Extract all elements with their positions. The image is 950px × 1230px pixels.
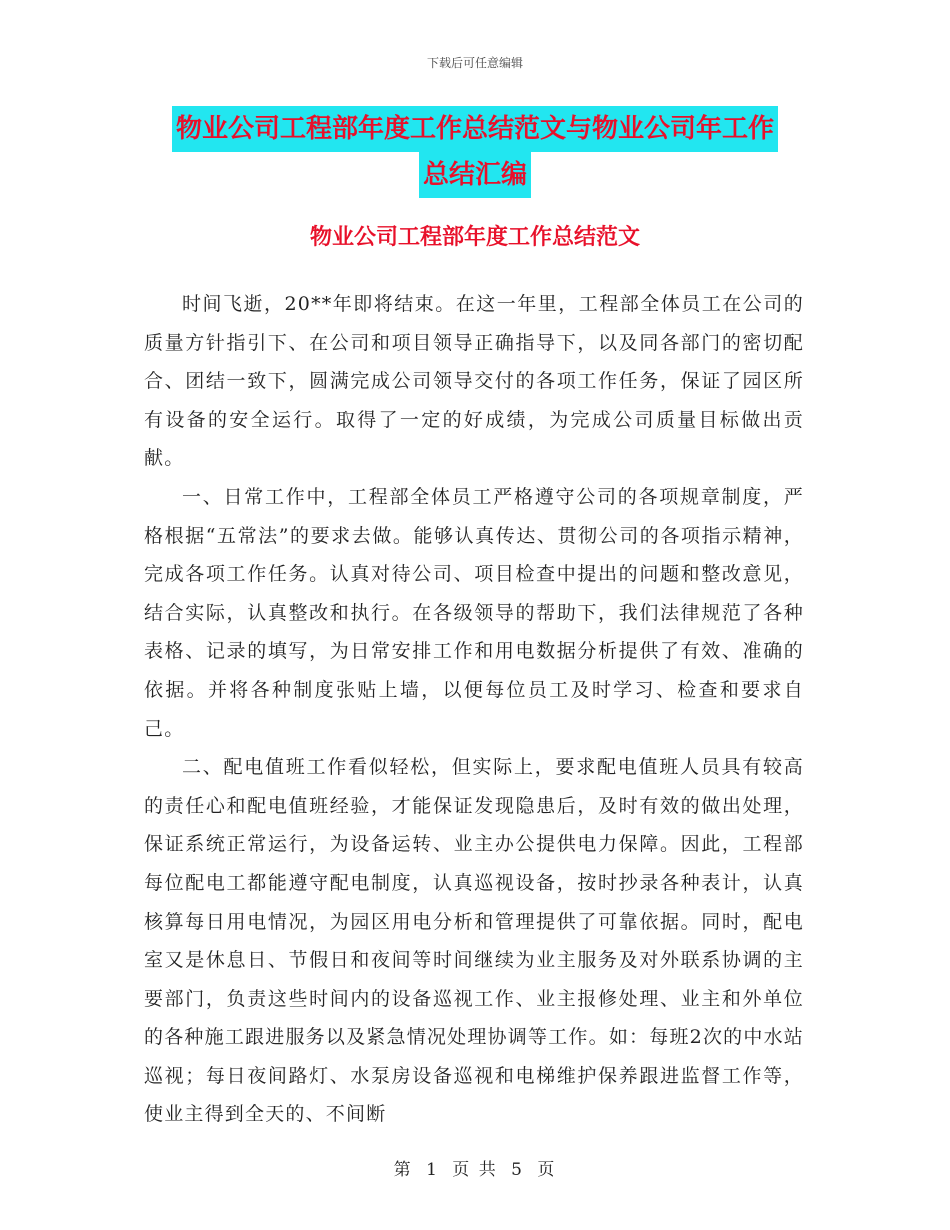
document-title-line-1: 物业公司工程部年度工作总结范文与物业公司年工作 [172, 106, 778, 152]
footer-middle: 页 共 [452, 1160, 498, 1180]
paragraph-intro: 时间飞逝，20**年即将结束。在这一年里，工程部全体员工在公司的质量方针指引下、在公司和项目领导正确指导下，以及同各部门的密切配合、团结一致下，圆满完成公司领导交付的各项工作任务，保证了园区所有设备的安全运行。取得了一定的好成绩，为完成公司质量目标做出贡献。 [144, 293, 804, 470]
document-title [0, 106, 950, 198]
paragraph-power-duty: 二、配电值班工作看似轻松，但实际上，要求配电值班人员具有较高的责任心和配电值班经验，才能保证发现隐患后，及时有效的做出处理，保证系统正常运行，为设备运转、业主办公提供电力保障。因此，工程部每位配电工都能遵守配电制度，认真巡视设备，按时抄录各种表计，认真核算每日用电情况，为园区用电分析和管理提供了可靠依据。同时，配电室又是休息日、节假日和夜间等时间继续为业主服务及对外联系协调的主要部门，负责这些时间内的设备巡视工作、业主报修处理、业主和外单位的各种施工跟进服务以及紧急情况处理协调等工作。如：每班2次的中水站巡视；每日夜间路灯、水泵房设备巡视和电梯维护保养跟进监督工作等，使业主得到全天的、不间断 [144, 756, 804, 1126]
footer-total-pages: 5 [511, 1160, 524, 1180]
header-note: 下载后可任意编辑 [426, 56, 523, 70]
paragraph-daily-work: 一、日常工作中，工程部全体员工严格遵守公司的各项规章制度，严格根据“五常法”的要求去做。能够认真传达、贯彻公司的各项指示精神，完成各项工作任务。认真对待公司、项目检查中提出的问题和整改意见，结合实际，认真整改和执行。在各级领导的帮助下，我们法律规范了各种表格、记录的填写，为日常安排工作和用电数据分析提供了有效、准确的依据。并将各种制度张贴上墙，以便每位员工及时学习、检查和要求自己。 [144, 485, 804, 740]
footer-prefix: 第 [393, 1160, 413, 1180]
footer-page-number: 1 [426, 1160, 439, 1180]
page-footer [0, 1155, 950, 1180]
document-body [144, 285, 804, 1134]
footer-suffix: 页 [537, 1160, 557, 1180]
section-title: 物业公司工程部年度工作总结范文 [309, 225, 640, 250]
document-title-line-2: 总结汇编 [419, 152, 531, 198]
